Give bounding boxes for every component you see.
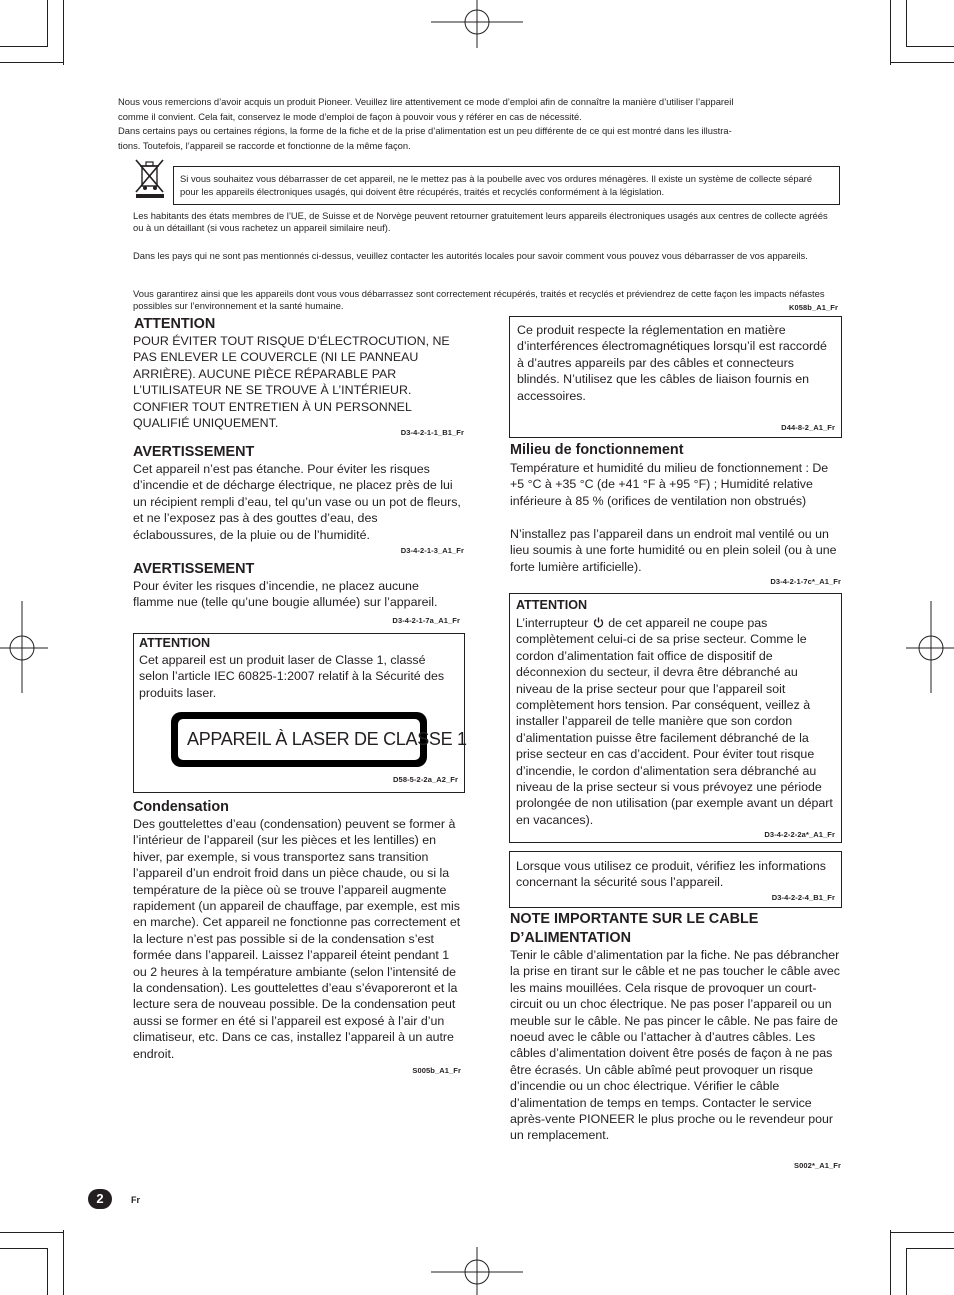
weee-impact-paragraph: Vous garantirez ainsi que les appareils dont vous vous débarrassez sont correctement récupérés, traités et recyclés et préviendrez de cette façon les impacts néfastes possibles sur l’environnement et la santé humaine. xyxy=(133,288,825,312)
condensation-code: S005b_A1_Fr xyxy=(412,1066,461,1075)
attention-text: POUR ÉVITER TOUT RISQUE D’ÉLECTROCUTION, NE PAS ENLEVER LE COUVERCLE (NI LE PANNEAU ARRIÈRE). AUCUNE PIÈCE RÉPARABLE PAR L’UTILISATEUR NE SE TROUVE À L’INTÉRIEUR. CONFIER TOUT ENTRETIEN À UN PERSONNEL QUALIFIÉ UNIQUEMENT. xyxy=(133,334,450,431)
intro-line: tions. Toutefois, l’appareil se raccorde et fonctionne de la même façon. xyxy=(118,139,411,151)
page-number: 2 xyxy=(88,1189,112,1209)
milieu-code: D3-4-2-1-7c*_A1_Fr xyxy=(770,577,841,586)
attention-heading: ATTENTION xyxy=(134,316,216,332)
weee-eu-paragraph: Les habitants des états membres de l’UE, de Suisse et de Norvège peuvent retourner gratuitement leurs appareils électroniques usagés aux centres de collecte agréés ou à un détaillant (si vous rachetez un appareil similaire neuf). xyxy=(133,210,828,234)
standby-icon xyxy=(593,617,604,628)
emc-code: D44-8-2_A1_Fr xyxy=(781,423,835,432)
milieu-text-temperature: Température et humidité du milieu de fonctionnement : De +5 °C à +35 °C (de +41 °F à +95 °F) ; Humidité relative inférieure à 85 % (orifices de ventilation non obstrués) xyxy=(510,461,829,508)
laser-text: Cet appareil est un produit laser de Classe 1, classé selon l’article IEC 60825-1:2007 relatif à la Sécurité des produits laser. xyxy=(139,653,445,700)
avertissement-fire-text: Pour éviter les risques d’incendie, ne placez aucune flamme nue (telle qu’une bougie allumée) sur l’appareil. xyxy=(133,579,438,610)
cable-heading: NOTE IMPORTANTE SUR LE CABLE D’ALIMENTATION xyxy=(510,911,759,946)
switch-text-rest: de cet appareil ne coupe pas complètement celui-ci de sa prise secteur. Comme le cordon d’alimentation fait office de dispositif de déconnexion du secteur, il devra être débranché au niveau de la prise secteur pour que l’appareil soit complètement hors tension. Par conséquent, veillez à installer l’appareil de telle manière que son cordon d’alimentation puisse être facilement débranché de la prise secteur en cas d’accident. Pour éviter tout risque d’incendie, le cordon d’alimentation sera débranché au niveau de la prise secteur si vous prévoyez une période prolongée de non utilisation (par exemple avant un départ en vacances). xyxy=(516,616,833,827)
safety-code: D3-4-2-2-4_B1_Fr xyxy=(771,893,835,902)
attention-code: D3-4-2-1-1_B1_Fr xyxy=(400,428,464,437)
weee-other-paragraph: Dans les pays qui ne sont pas mentionnés ci-dessus, veuillez contacter les autorités locales pour savoir comment vous pouvez vous débarrasser de vos appareils. xyxy=(133,250,808,261)
intro-line: Nous vous remercions d’avoir acquis un produit Pioneer. Veuillez lire attentivement ce mode d’emploi afin de connaître la manière d’utiliser l’appareil xyxy=(118,96,734,107)
laser-class-label xyxy=(171,712,467,767)
switch-attention-heading: ATTENTION xyxy=(516,598,588,612)
intro-paragraph xyxy=(118,95,854,153)
avertissement-heading: AVERTISSEMENT xyxy=(133,561,255,577)
intro-line: comme il convient. Cela fait, conservez le mode d’emploi de façon à pouvoir vous y référer en cas de nécessité. xyxy=(118,110,582,122)
registration-mark-bottom xyxy=(431,1247,523,1295)
emc-text: Ce produit respecte la réglementation en matière d’interférences électromagnétiques lorsqu’il est raccordé à d’autres appareils par des câbles et connecteurs blindés. N’utilisez que les câbles de liaison fournis en accessoires. xyxy=(517,323,827,403)
laser-class-label-text: APPAREIL À LASER DE CLASSE 1 xyxy=(178,719,420,760)
registration-mark-left xyxy=(0,601,48,693)
milieu-heading: Milieu de fonctionnement xyxy=(510,442,684,458)
safety-text: Lorsque vous utilisez ce produit, vérifiez les informations concernant la sécurité sous l’appareil. xyxy=(516,859,826,890)
avertissement-text: Cet appareil n’est pas étanche. Pour éviter les risques d’incendie et de décharge électrique, ne placez près de lui un récipient rempli d’eau, tel qu’un vase ou un pot de fleurs, et ne l’exposez pas à des gouttes d’eau, des éclaboussures, de la pluie ou de l’humidité. xyxy=(133,462,461,542)
switch-code: D3-4-2-2-2a*_A1_Fr xyxy=(764,830,835,839)
weee-notice-text: Si vous souhaitez vous débarrasser de cet appareil, ne le mettez pas à la poubelle avec vos ordures ménagères. Il existe un système de collecte séparé pour les appareils électroniques usagés, qui doivent être récupérés, traités et recyclés conformément à la législation. xyxy=(180,173,813,197)
registration-mark-right xyxy=(906,601,954,693)
avertissement-fire-code: D3-4-2-1-7a_A1_Fr xyxy=(392,616,460,625)
laser-attention-heading: ATTENTION xyxy=(139,636,211,650)
avertissement-code: D3-4-2-1-3_A1_Fr xyxy=(400,546,464,555)
weee-code: K058b_A1_Fr xyxy=(788,303,838,312)
laser-code: D58-5-2-2a_A2_Fr xyxy=(393,775,458,784)
intro-line: Dans certains pays ou certaines régions, la forme de la fiche et de la prise d’alimentation est un peu différente de ce qui est montré dans les illustra- xyxy=(118,125,732,137)
switch-text-start: L’interrupteur xyxy=(516,616,589,630)
cable-text: Tenir le câble d’alimentation par la fiche. Ne pas débrancher la prise en tirant sur le câble et ne pas toucher le câble avec les mains mouillées. Cela risque de provoquer un court-circuit ou un choc électrique. Ne pas poser l’appareil ou un meuble sur le câble. Ne pas pincer le câble. Ne pas faire de noeud avec le câble ou l’attacher à d’autres câbles. Les câbles d’alimentation doivent être posés de façon à ne pas être écrasés. Un câble abîmé peut provoquer un risque d’incendie ou un choc électrique. Vérifier le câble d’alimentation de temps en temps. Contacter le service après-vente PIONEER le plus proche ou le revendeur pour un remplacement. xyxy=(510,948,840,1143)
weee-notice-box xyxy=(173,166,840,205)
milieu-text-installation: N’installez pas l’appareil dans un endroit mal ventilé ou un lieu soumis à une forte humidité ou en plein soleil (ou à une forte lumière artificielle). xyxy=(510,527,837,574)
crossed-bin-icon xyxy=(133,158,167,198)
cable-code: S002*_A1_Fr xyxy=(794,1161,841,1170)
language-label: Fr xyxy=(131,1195,140,1205)
condensation-text: Des gouttelettes d’eau (condensation) peuvent se former à l’intérieur de l’appareil (sur les pièces et les lentilles) en hiver, par exemple, si vous transportez sans transition l’appareil d’un endroit froid dans un pièce chaude, ou si la température de la pièce où se trouve l’appareil augmente rapidement (un appareil de chauffage, par exemple, est mis en marche). Cet appareil ne fonctionne pas correctement et la lecture n’est pas possible si de la condensation s’est formée dans l’appareil. Laissez l’appareil éteint pendant 1 ou 2 heures à la température ambiante (selon l’intensité de la condensation). Les gouttelettes d’eau s’évaporeront et la lecture sera de nouveau possible. De la condensation peut aussi se former en été si l’appareil est exposé à l’air d’un climatiseur, etc. Dans ce cas, installez l’appareil à un autre endroit. xyxy=(133,817,461,1061)
switch-text xyxy=(516,615,836,828)
condensation-heading: Condensation xyxy=(133,799,229,815)
registration-mark-top xyxy=(431,0,523,48)
avertissement-heading: AVERTISSEMENT xyxy=(133,444,255,460)
